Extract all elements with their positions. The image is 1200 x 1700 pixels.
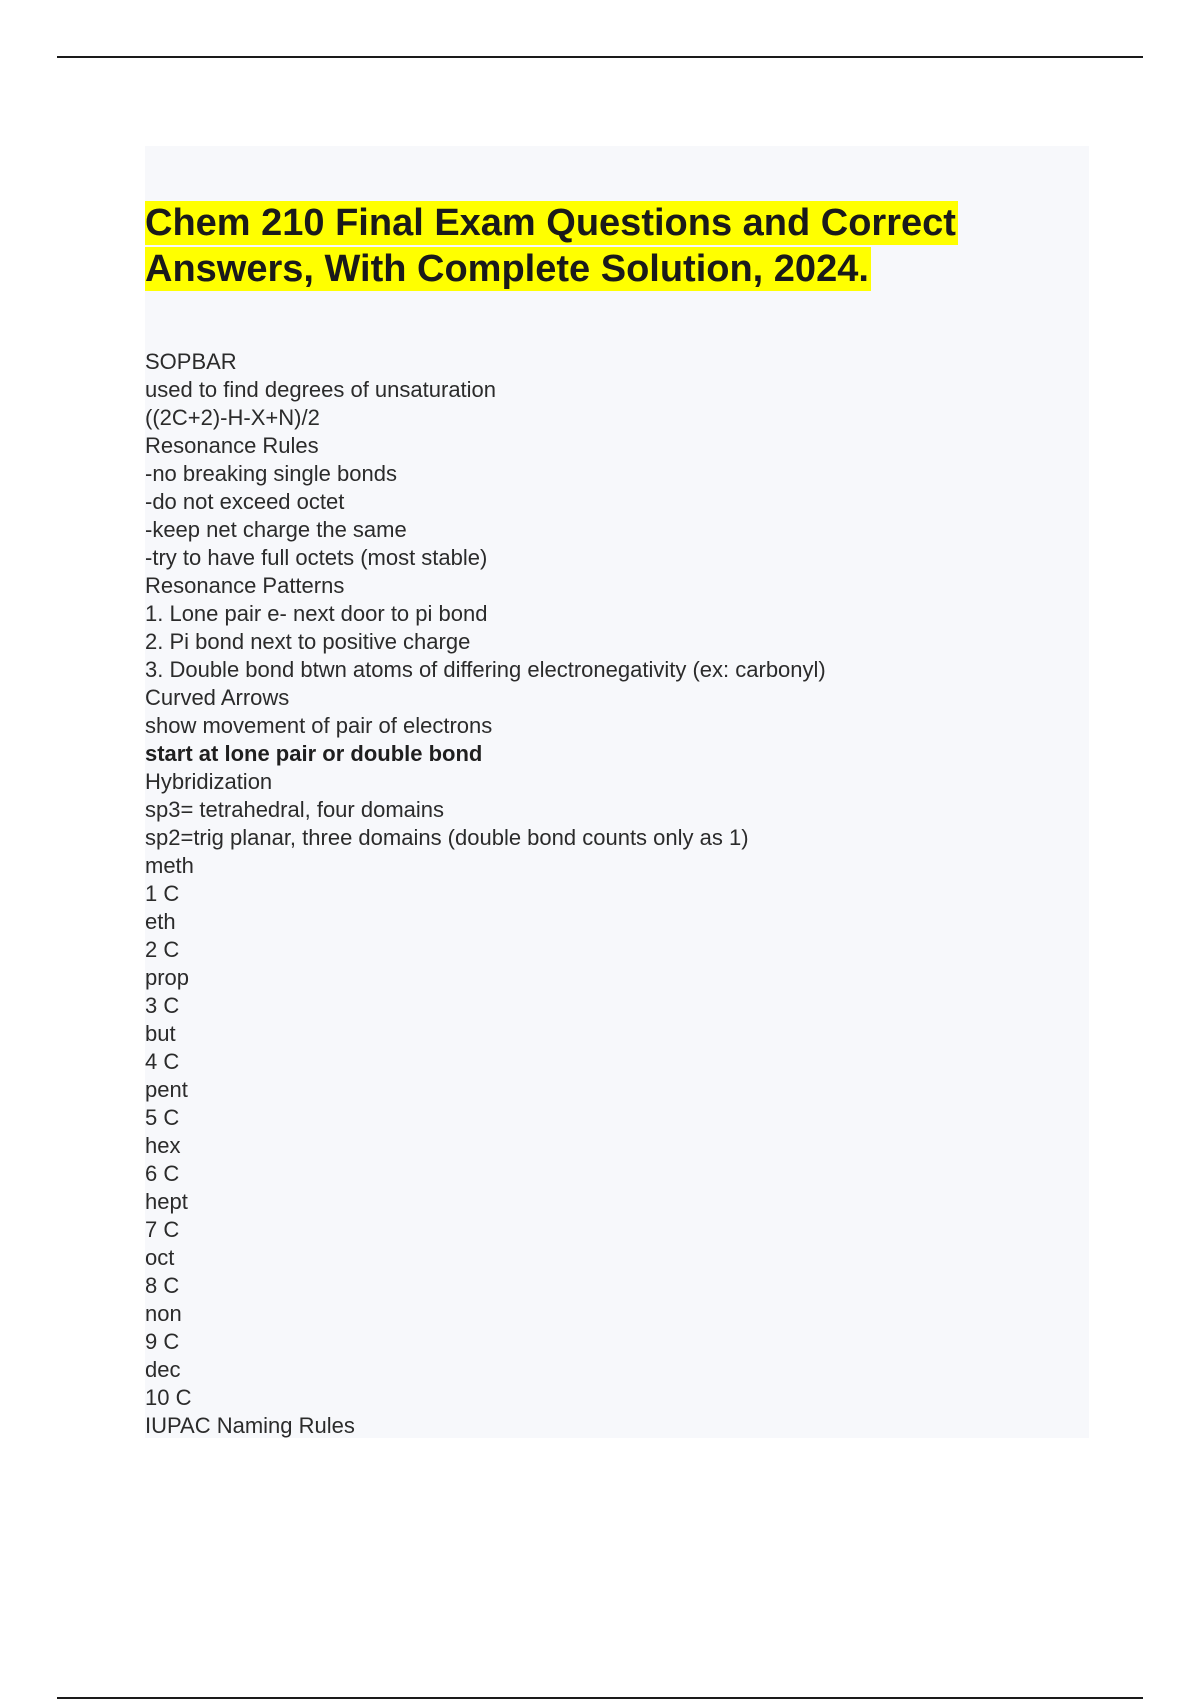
document-title: [145, 200, 1045, 292]
document-line: Hybridization: [145, 769, 273, 794]
document-line: but: [145, 1021, 176, 1046]
document-body: [145, 348, 1045, 1440]
document-line: sp2=trig planar, three domains (double bond counts only as 1): [145, 825, 749, 850]
header-rule: [57, 56, 1143, 58]
document-line: Curved Arrows: [145, 685, 290, 710]
document-line: SOPBAR: [145, 349, 237, 374]
footer-rule: [57, 1697, 1143, 1699]
document-line: 7 C: [145, 1217, 180, 1242]
document-line: -no breaking single bonds: [145, 461, 397, 486]
document-line: 2. Pi bond next to positive charge: [145, 629, 471, 654]
document-line: 10 C: [145, 1385, 192, 1410]
document-line: used to find degrees of unsaturation: [145, 377, 497, 402]
document-line: sp3= tetrahedral, four domains: [145, 797, 445, 822]
document-line: show movement of pair of electrons: [145, 713, 493, 738]
document-line: hex: [145, 1133, 181, 1158]
document-line: pent: [145, 1077, 188, 1102]
document-line: eth: [145, 909, 176, 934]
document-line: hept: [145, 1189, 188, 1214]
document-line: 9 C: [145, 1329, 180, 1354]
document-line: -do not exceed octet: [145, 489, 345, 514]
document-line: 5 C: [145, 1105, 180, 1130]
document-line: Resonance Patterns: [145, 573, 345, 598]
document-line: Resonance Rules: [145, 433, 319, 458]
document-line: 3 C: [145, 993, 180, 1018]
document-line: oct: [145, 1245, 175, 1270]
document-line: 2 C: [145, 937, 180, 962]
document-line: start at lone pair or double bond: [145, 741, 483, 766]
document-line: non: [145, 1301, 182, 1326]
document-line: 4 C: [145, 1049, 180, 1074]
document-line: 1. Lone pair e- next door to pi bond: [145, 601, 488, 626]
document-line: prop: [145, 965, 190, 990]
document-line: dec: [145, 1357, 181, 1382]
document-line: -keep net charge the same: [145, 517, 407, 542]
document-line: ((2C+2)-H-X+N)/2: [145, 405, 320, 430]
document-line: 6 C: [145, 1161, 180, 1186]
document-line: 3. Double bond btwn atoms of differing electronegativity (ex: carbonyl): [145, 657, 826, 682]
document-line: meth: [145, 853, 194, 878]
document-line: -try to have full octets (most stable): [145, 545, 488, 570]
document-title-highlight: Chem 210 Final Exam Questions and Correct Answers, With Complete Solution, 2024.: [145, 202, 956, 290]
document-line: 1 C: [145, 881, 180, 906]
document-line: 8 C: [145, 1273, 180, 1298]
document-line: IUPAC Naming Rules: [145, 1413, 355, 1438]
